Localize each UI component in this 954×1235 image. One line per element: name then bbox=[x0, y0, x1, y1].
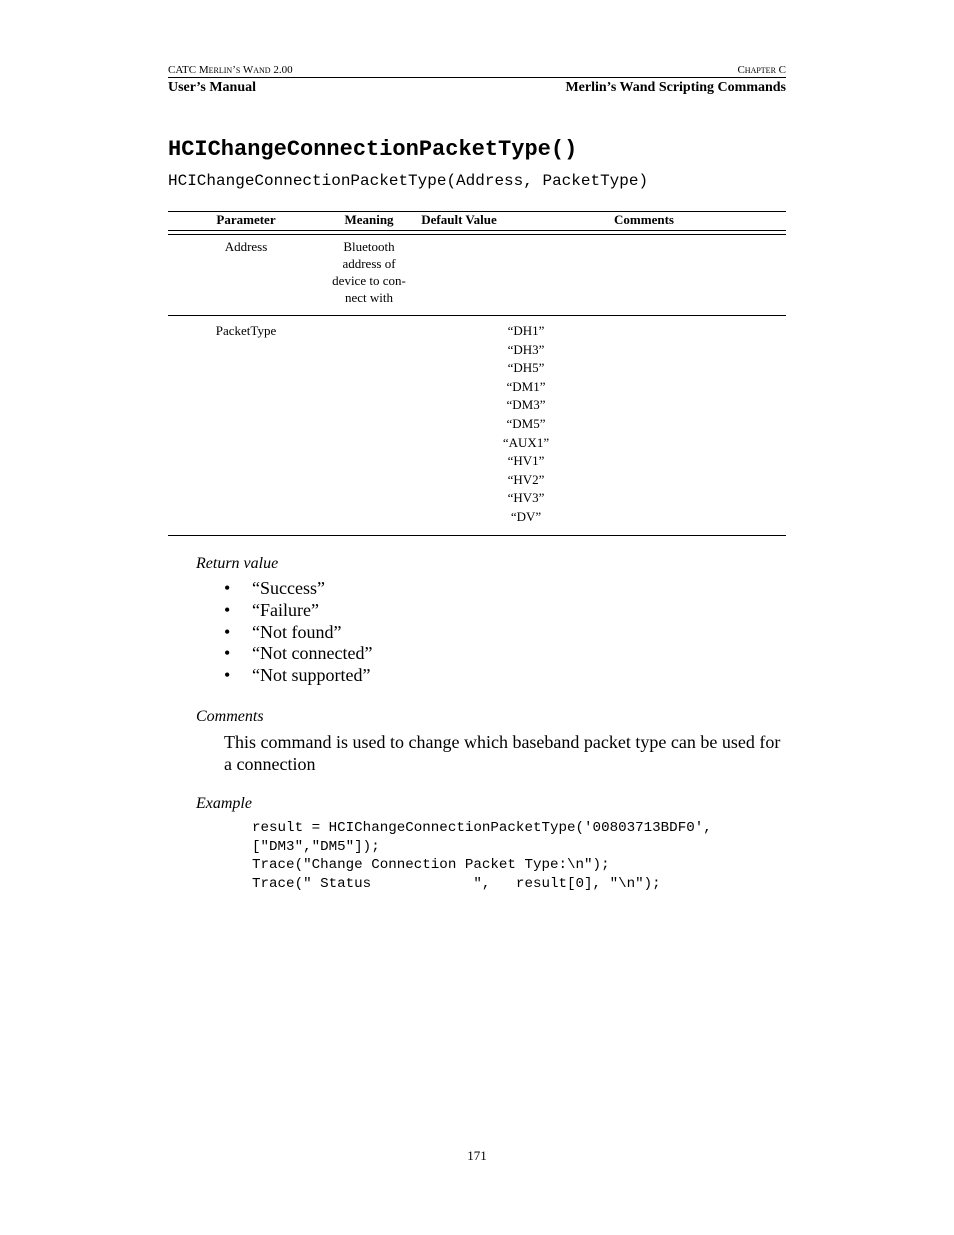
return-value-item: “Not supported” bbox=[252, 665, 371, 686]
return-value-item: “Not found” bbox=[252, 621, 342, 642]
packet-type-option: “DH1” bbox=[507, 323, 545, 338]
return-value-item: “Success” bbox=[252, 578, 325, 598]
example-label: Example bbox=[196, 795, 252, 812]
packet-type-option: “DH3” bbox=[507, 341, 545, 357]
example-code-block: result = HCIChangeConnectionPacketType('00803713BDF0', ["DM3","DM5"]); Trace("Change Connection Packet Type:\n"); Trace(" Status ", result[0], "\n"); bbox=[252, 820, 712, 893]
return-value-item: “Not connected” bbox=[252, 643, 373, 664]
bullet-icon: • bbox=[224, 643, 231, 664]
list-item bbox=[224, 665, 372, 687]
packet-type-options-list bbox=[486, 322, 566, 527]
packet-type-option: “DM3” bbox=[506, 397, 546, 413]
column-header-meaning: Meaning bbox=[344, 212, 394, 227]
column-header-comments: Comments bbox=[614, 212, 674, 227]
packet-type-option: “HV2” bbox=[507, 471, 545, 487]
bullet-icon: • bbox=[224, 578, 231, 598]
packet-type-option: “DM5” bbox=[506, 415, 546, 431]
list-item bbox=[224, 643, 372, 665]
packet-type-option: “AUX1” bbox=[502, 434, 550, 450]
packet-type-option: “DV” bbox=[510, 508, 542, 524]
bullet-icon: • bbox=[224, 665, 231, 686]
return-value-item: “Failure” bbox=[252, 599, 319, 620]
comments-label: Comments bbox=[196, 708, 264, 725]
column-header-default-value: Default Value bbox=[421, 212, 497, 227]
packet-type-option: “HV1” bbox=[507, 453, 545, 469]
header-chapter: Chapter C bbox=[737, 64, 786, 76]
header-section-title: Merlin’s Wand Scripting Commands bbox=[565, 80, 786, 95]
return-value-list bbox=[224, 578, 372, 687]
list-item bbox=[224, 578, 372, 600]
page-number: 171 bbox=[467, 1148, 487, 1163]
running-header-top bbox=[168, 63, 786, 77]
table-header-double-rule bbox=[168, 230, 786, 235]
table-cell-parameter: Address bbox=[224, 239, 268, 254]
function-title: HCIChangeConnectionPacketType() bbox=[168, 137, 578, 162]
packet-type-option: “DH5” bbox=[507, 360, 545, 376]
header-manual-title: User’s Manual bbox=[168, 80, 257, 95]
running-header-bottom bbox=[168, 79, 786, 97]
comments-text: This command is used to change which baseband packet type can be used for a connection bbox=[224, 732, 781, 774]
packet-type-option: “DM1” bbox=[506, 378, 546, 394]
list-item bbox=[224, 600, 372, 622]
table-row-divider bbox=[168, 315, 786, 316]
list-item bbox=[224, 622, 372, 644]
header-divider bbox=[168, 77, 786, 78]
table-cell-meaning: Bluetooth address of device to con-nect with bbox=[332, 239, 406, 305]
function-signature: HCIChangeConnectionPacketType(Address, PacketType) bbox=[168, 172, 649, 190]
header-product-name: CATC Merlin’s Wand 2.00 bbox=[168, 64, 293, 76]
table-bottom-rule bbox=[168, 535, 786, 536]
table-cell-parameter: PacketType bbox=[215, 323, 277, 338]
return-value-label: Return value bbox=[196, 555, 279, 572]
bullet-icon: • bbox=[224, 599, 231, 620]
bullet-icon: • bbox=[224, 621, 231, 642]
packet-type-option: “HV3” bbox=[507, 490, 545, 506]
column-header-parameter: Parameter bbox=[216, 212, 276, 227]
manual-page bbox=[168, 0, 786, 1235]
